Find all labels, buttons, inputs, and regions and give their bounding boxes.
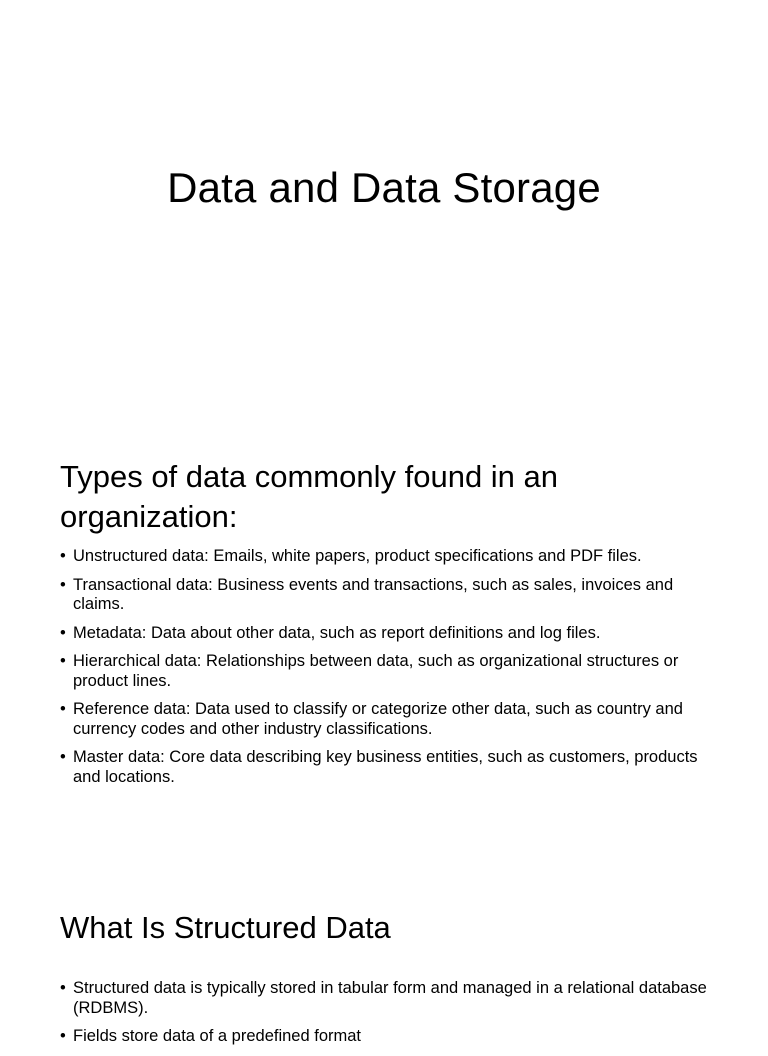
main-title: Data and Data Storage — [167, 164, 601, 211]
bullet-item: • Unstructured data: Emails, white papers, product specifications and PDF files. — [60, 547, 720, 567]
slide-structured-data — [0, 864, 768, 1045]
bullet-list — [60, 979, 720, 1056]
section-heading: Types of data commonly found in an organization: — [60, 459, 559, 534]
section-heading: What Is Structured Data — [60, 910, 391, 945]
bullet-item: • Transactional data: Business events and transactions, such as sales, invoices and claims. — [60, 576, 720, 615]
slide-data-types — [0, 432, 768, 864]
bullet-list — [60, 547, 720, 796]
bullet-item: • Reference data: Data used to classify or categorize other data, such as country and currency codes and other industry classifications. — [60, 700, 720, 739]
bullet-item: • Master data: Core data describing key business entities, such as customers, products and locations. — [60, 748, 720, 787]
bullet-item: • Metadata: Data about other data, such as report definitions and log files. — [60, 624, 720, 644]
bullet-item: • Fields store data of a predefined format — [60, 1027, 720, 1047]
bullet-item: • Hierarchical data: Relationships between data, such as organizational structures or product lines. — [60, 652, 720, 691]
bullet-item: • Structured data is typically stored in tabular form and managed in a relational database (RDBMS). — [60, 979, 720, 1018]
slide-title-page — [0, 0, 768, 432]
